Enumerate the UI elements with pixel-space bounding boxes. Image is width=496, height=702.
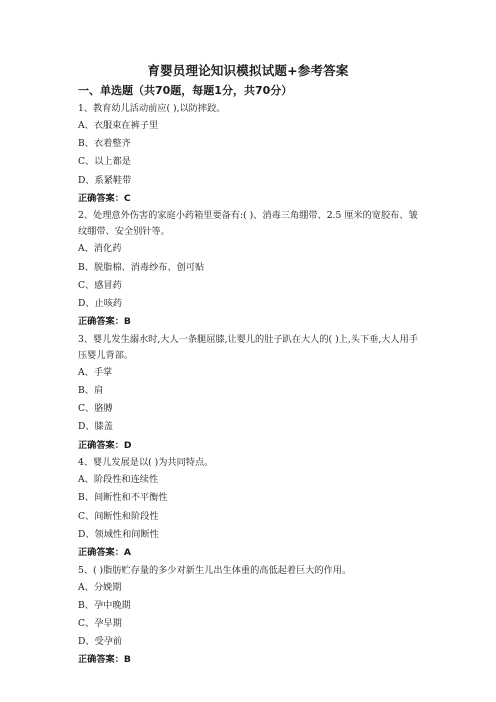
question-text: 2、处理意外伤害的家庭小药箱里要备有:( )、消毒三角绷带、2.5 厘米的宽胶布、皱纹绷带、安全别针等。 <box>78 210 418 238</box>
correct-answer: 正确答案：A <box>78 547 132 559</box>
question-2 <box>78 208 496 331</box>
option-d: D、受孕前 <box>78 636 123 648</box>
option-c: C、胳膊 <box>78 403 113 415</box>
correct-answer: 正确答案：B <box>78 654 131 666</box>
option-a: A、消化药 <box>78 243 122 255</box>
question-4 <box>78 455 496 562</box>
correct-answer: 正确答案：C <box>78 192 131 204</box>
question-text: 3、婴儿发生溺水时,大人一条腿屈膝,让婴儿的肚子趴在大人的( )上,头下垂,大人用手压婴儿背部。 <box>78 333 418 361</box>
option-d: D、系紧鞋带 <box>78 174 132 186</box>
section-heading: 一、单选题（共70题，每题1分，共70分） <box>78 84 293 97</box>
option-d: D、止咳药 <box>78 298 123 310</box>
option-b: B、衣着整齐 <box>78 138 131 150</box>
question-1 <box>78 101 496 208</box>
option-d: D、膝盖 <box>78 421 113 433</box>
option-c: C、间断性和阶段性 <box>78 510 159 522</box>
option-a: A、阶段性和连续性 <box>78 474 159 486</box>
option-d: D、领域性和间断性 <box>78 528 159 540</box>
option-a: A、衣服束在裤子里 <box>78 120 159 131</box>
document-title: 育婴员理论知识模拟试题+参考答案 <box>147 63 349 78</box>
option-b: B、孕中晚期 <box>78 599 131 611</box>
option-c: C、孕早期 <box>78 618 122 630</box>
question-3 <box>78 332 496 455</box>
question-5 <box>78 563 496 670</box>
question-text: 5、( )脂肪贮存量的多少对新生儿出生体重的高低起着巨大的作用。 <box>78 564 352 576</box>
option-c: C、以上都是 <box>78 156 131 168</box>
option-b: B、脱脂棉、消毒纱布、创可贴 <box>78 261 205 273</box>
option-a: A、分娩期 <box>78 581 122 593</box>
question-text: 1、教育幼儿活动前应( ),以防摔跤。 <box>78 103 226 114</box>
correct-answer: 正确答案：B <box>78 316 131 328</box>
option-b: B、间断性和不平衡性 <box>78 492 168 504</box>
question-text: 4、婴儿发展是以( )为共同特点。 <box>78 457 214 469</box>
option-b: B、肩 <box>78 385 104 397</box>
option-c: C、感冒药 <box>78 279 122 291</box>
option-a: A、手掌 <box>78 366 113 378</box>
correct-answer: 正确答案：D <box>78 439 132 451</box>
